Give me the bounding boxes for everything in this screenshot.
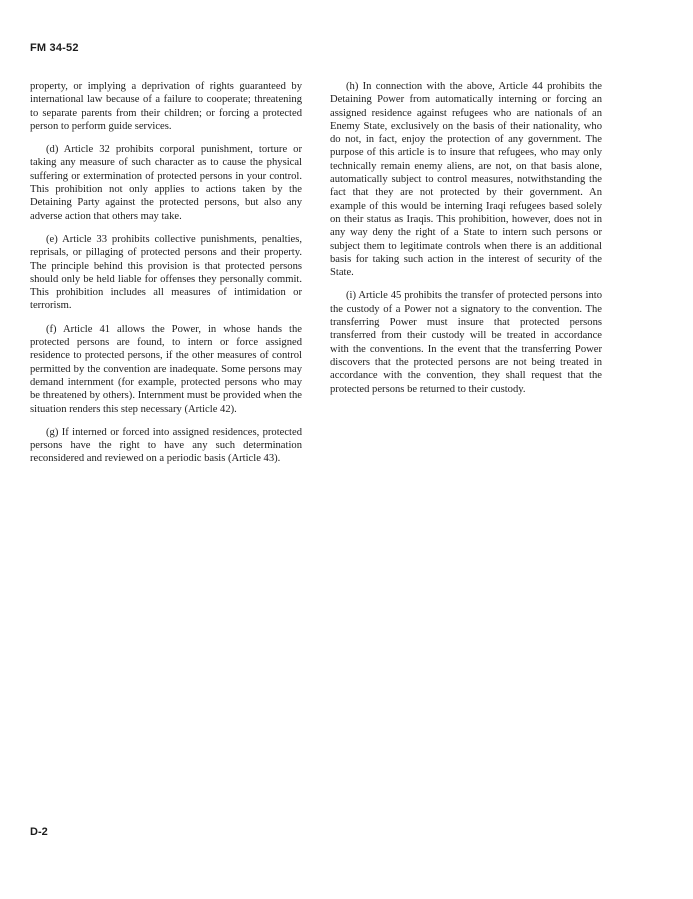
paragraph-i-article-45: (i) Article 45 prohibits the transfer of protected persons into the custody of a Power not a signatory to the convention. The transferring Power must insure that protected persons transferred from their custody will be treated in accordance with the conventions. In the event that the transferring Power discovers that the protected persons are not being treated in accordance with the convention, they shall request that the protected persons be returned to their custody. — [330, 290, 602, 395]
right-column — [330, 80, 602, 406]
paragraph-h-article-44: (h) In connection with the above, Article 44 prohibits the Detaining Power from automatically interning or forcing an assigned residence against refugees who are nationals of an Enemy State, exclusively on the basis of their nationality, who do not, in fact, enjoy the protection of any government. The purpose of this article is to insure that refugees, who may only technically remain enemy aliens, are not, on that basis alone, automatically subject to control measures, notwithstanding the fact that they are not protected by their government. An example of this would be interning Iraqi refugees based solely on their status as Iraqis. This prohibition, however, does not in any way deny the right of a State to intern such persons or subject them to legitimate controls when there is an additional basis for taking such action in the interest of security of the State. — [330, 81, 602, 279]
paragraph-continued: property, or implying a deprivation of rights guaranteed by international law because of a failure to cooperate; threatening to separate parents from their children; or forcing a protected person to perform guide services. — [30, 81, 302, 132]
left-column — [30, 80, 302, 476]
paragraph-e-article-33: (e) Article 33 prohibits collective punishments, penalties, reprisals, or pillaging of protected persons and their property. The principle behind this provision is that protected persons should only be held liable for offenses they personally commit. This prohibition includes all measures of intimidation or terrorism. — [30, 233, 302, 312]
paragraph-g-article-43: (g) If interned or forced into assigned residences, protected persons have the right to have any such determination reconsidered and reviewed on a periodic basis (Article 43). — [30, 426, 302, 465]
document-id-header: FM 34-52 — [30, 42, 79, 54]
paragraph-d-article-32: (d) Article 32 prohibits corporal punishment, torture or taking any measure of such character as to cause the physical suffering or extermination of protected persons in your control. This prohibition not only applies to actions taken by the Detaining Party against the protected persons, but also any adverse action that others may take. — [30, 144, 302, 222]
paragraph-f-article-41: (f) Article 41 allows the Power, in whose hands the protected persons are found, to intern or force assigned residence to protected persons, if the other measures of control permitted by the convention are inadequate. Some persons may demand internment (for example, protected persons who may be threatened by others). Internment must be provided when the situation renders this step necessary (Article 42). — [30, 323, 302, 415]
page-number-footer: D-2 — [30, 826, 48, 838]
